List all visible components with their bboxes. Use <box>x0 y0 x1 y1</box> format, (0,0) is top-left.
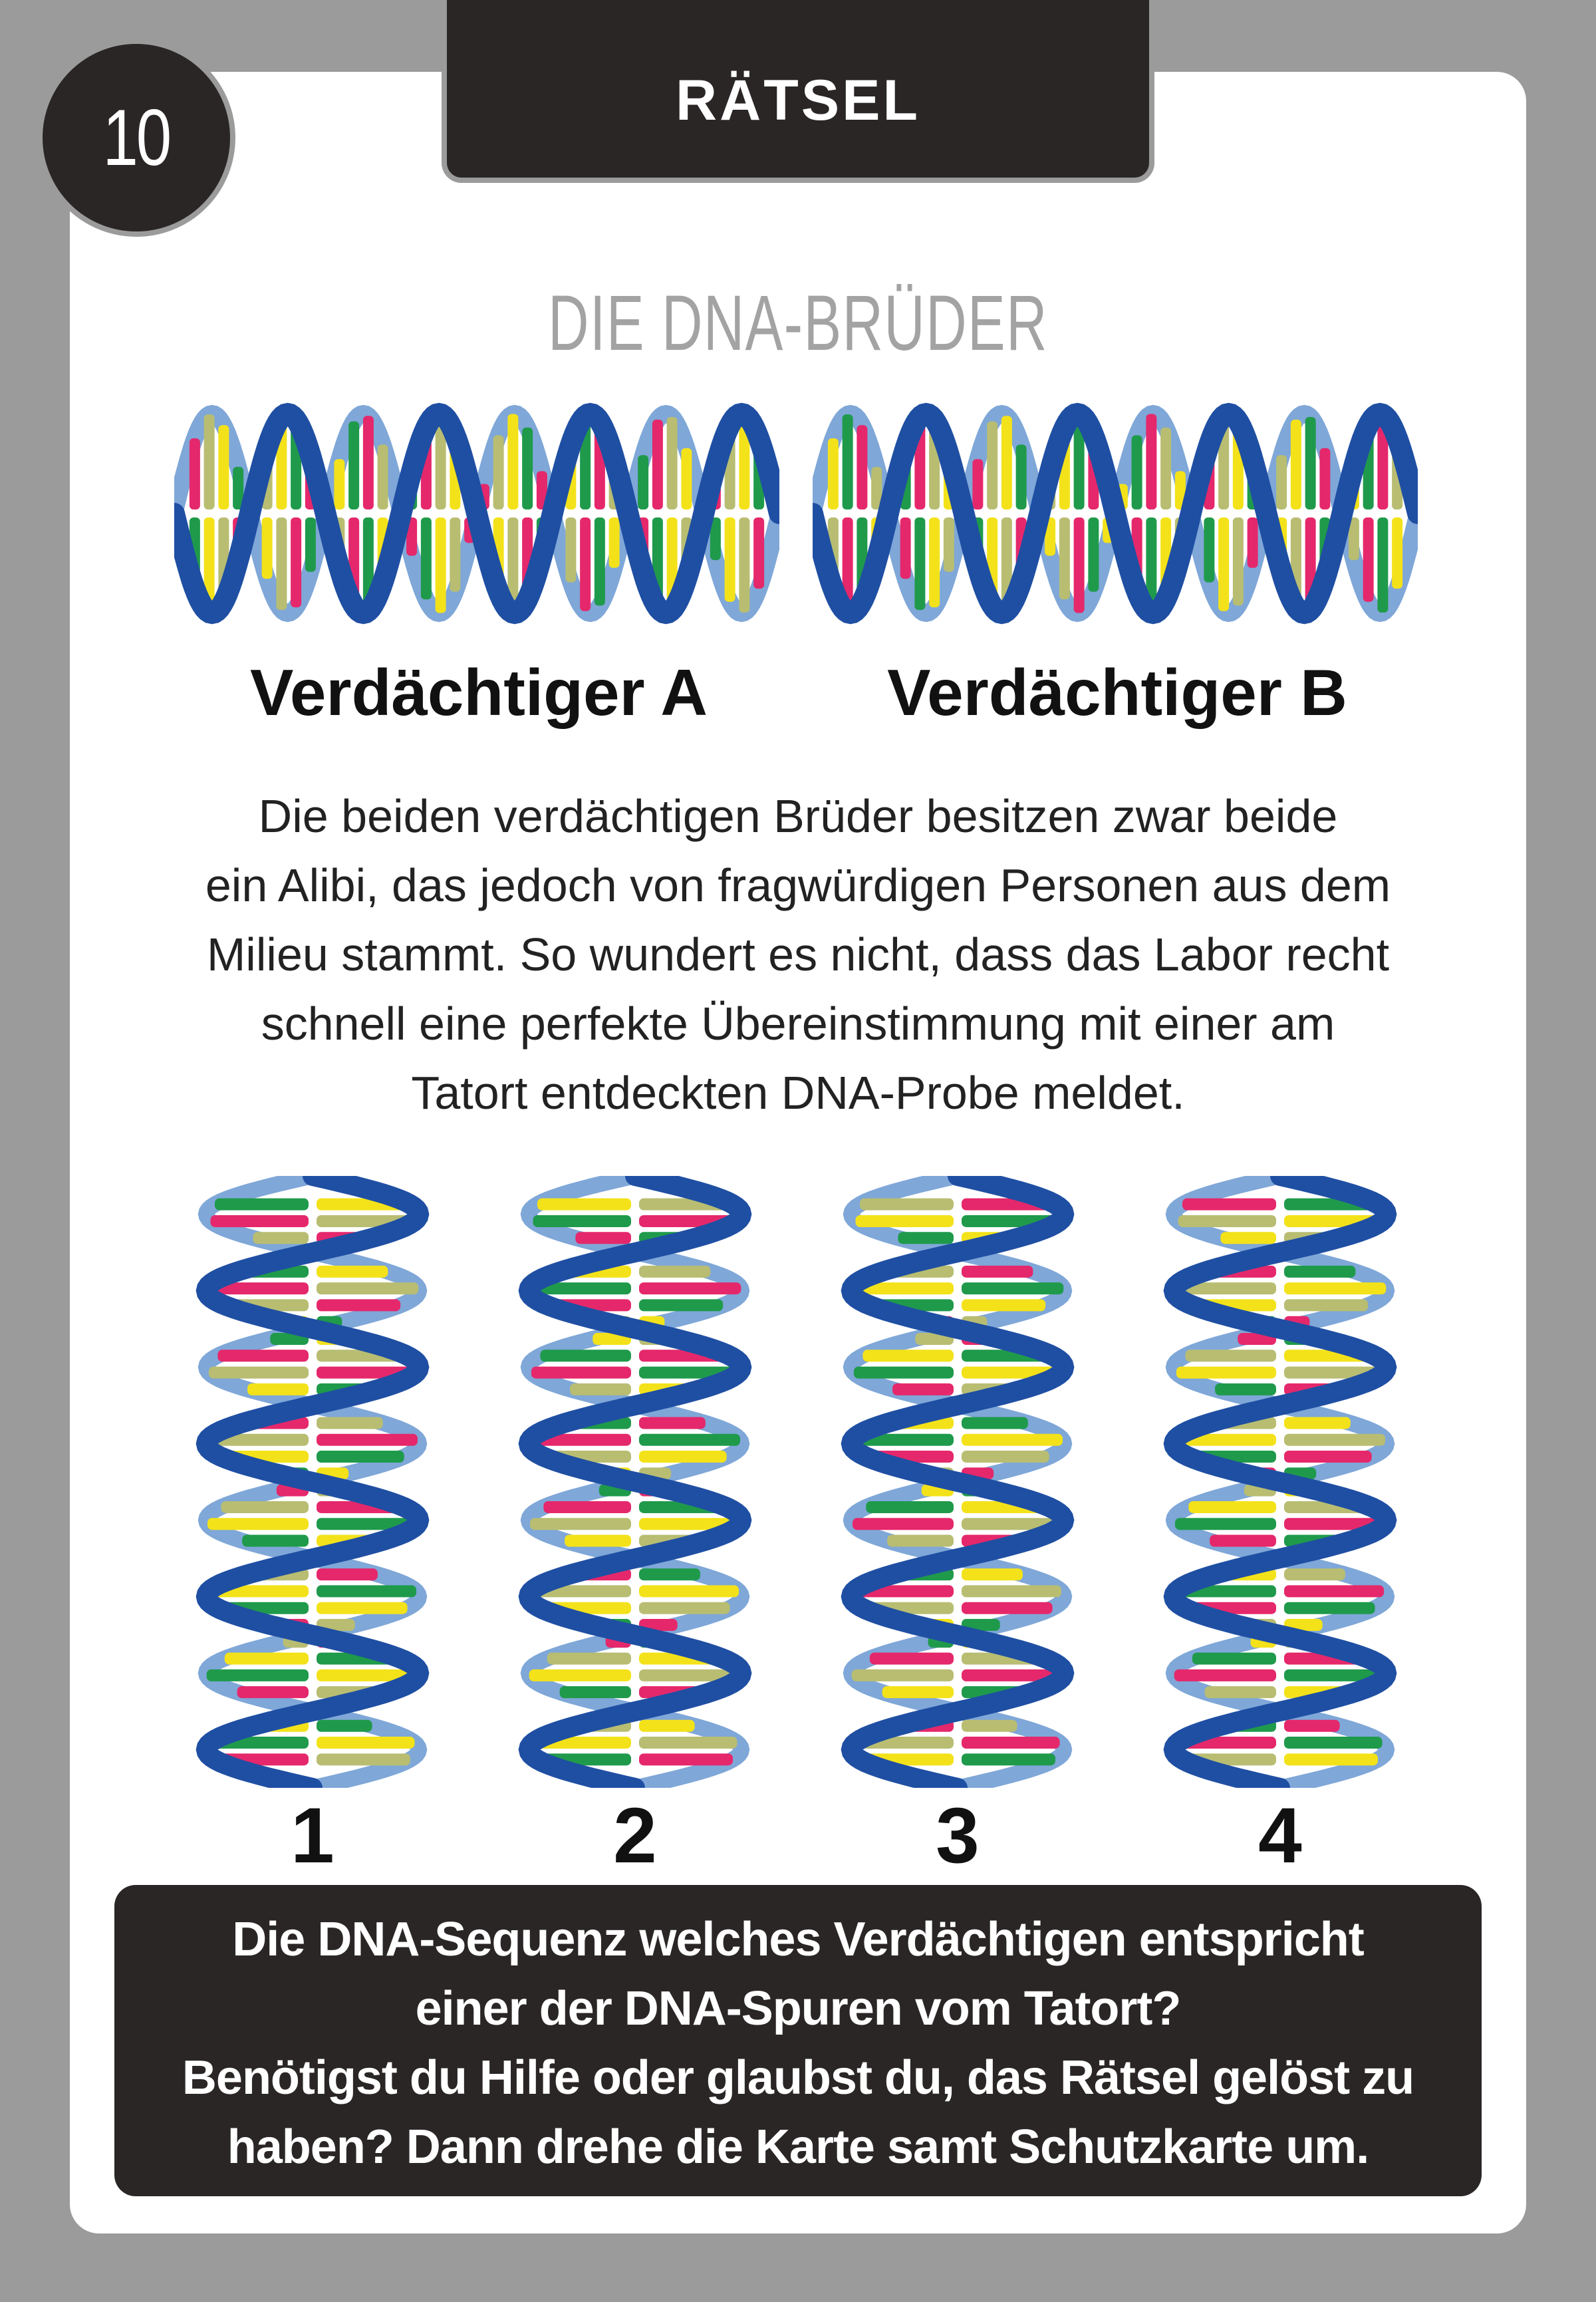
dna-sample-3-icon <box>831 1176 1084 1788</box>
story-text <box>153 782 1443 1127</box>
story-line: Milieu stammt. So wundert es nicht, dass das Labor recht <box>206 929 1390 980</box>
dna-sample-4-icon <box>1154 1176 1406 1788</box>
dna-helix-icon-suspect-a <box>174 387 779 640</box>
question-line: haben? Dann drehe die Karte samt Schutzkarte um. <box>227 2120 1369 2174</box>
suspect-a-label: Verdächtiger A <box>249 656 708 729</box>
dna-sample-2-icon <box>509 1176 761 1788</box>
sample-3-label: 3 <box>936 1792 980 1880</box>
question-box <box>114 1885 1482 2196</box>
card-number: 10 <box>102 93 170 182</box>
header-tab <box>442 0 1154 183</box>
story-line: Tatort entdeckten DNA-Probe meldet. <box>411 1067 1185 1119</box>
question-line: Benötigst du Hilfe oder glaubst du, das Rätsel gelöst zu <box>182 2051 1414 2104</box>
card-number-badge <box>37 39 235 237</box>
dna-helix-icon-suspect-b <box>813 387 1418 640</box>
sample-1-label: 1 <box>291 1792 334 1880</box>
sample-2-label: 2 <box>613 1792 657 1880</box>
dna-sample-1-icon <box>186 1176 439 1788</box>
suspect-b-label: Verdächtiger B <box>887 656 1347 729</box>
story-line: schnell eine perfekte Übereinstimmung mit einer am <box>261 998 1335 1050</box>
question-line: Die DNA-Sequenz welches Verdächtigen entspricht <box>232 1913 1364 1966</box>
question-line: einer der DNA-Spuren vom Tatort? <box>415 1982 1181 2035</box>
sample-4-label: 4 <box>1258 1792 1302 1880</box>
puzzle-title: DIE DNA-BRÜDER <box>548 279 1048 367</box>
header-title: RÄTSEL <box>676 69 920 132</box>
story-line: ein Alibi, das jedoch von fragwürdigen Personen aus dem <box>205 859 1391 911</box>
story-line: Die beiden verdächtigen Brüder besitzen zwar beide <box>258 790 1338 842</box>
